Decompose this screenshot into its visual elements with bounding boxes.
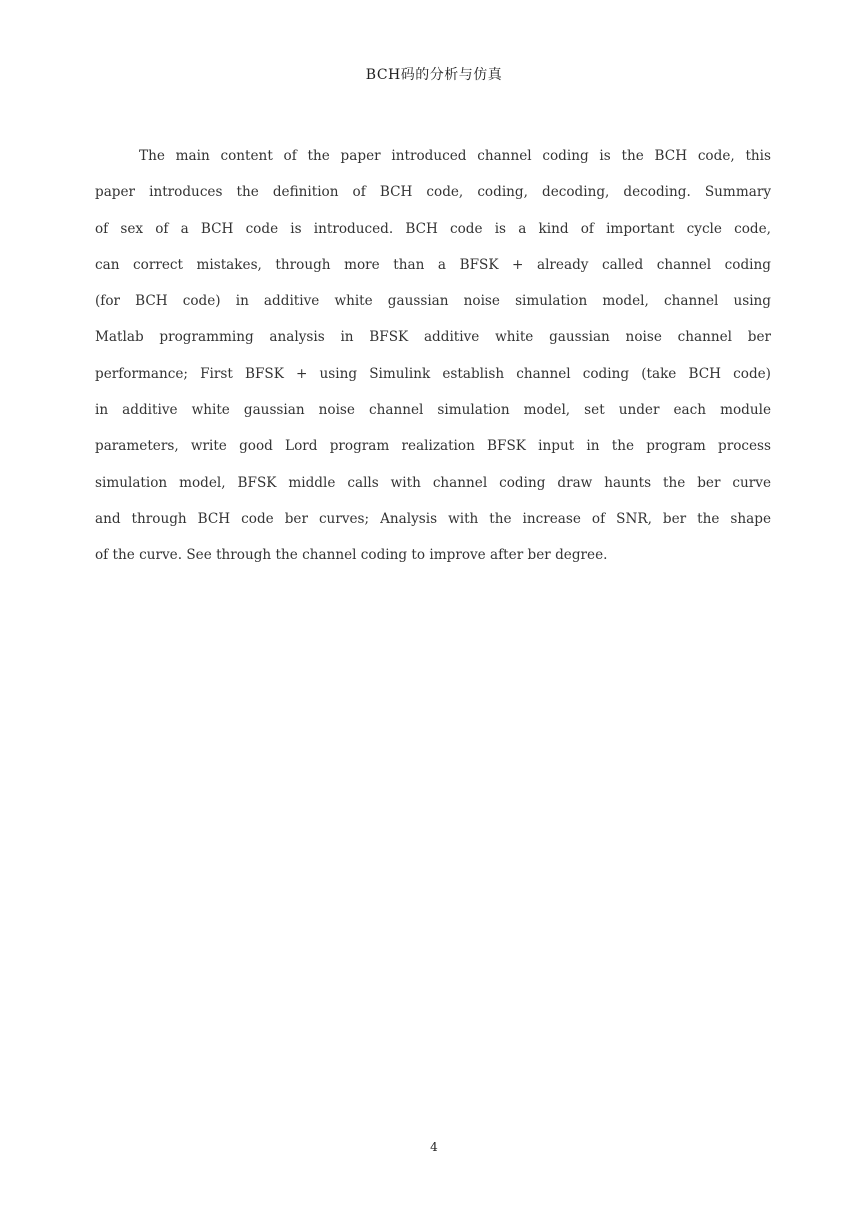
abstract-line: of the curve. See through the channel coding to improve after ber degree. [95,547,608,564]
abstract-line: simulation model, BFSK middle calls with channel coding draw haunts the ber curve [95,474,771,491]
abstract-line: (for BCH code) in additive white gaussian noise simulation model, channel using [95,293,771,310]
abstract-line: The main content of the paper introduced channel coding is the BCH code, this [139,148,771,164]
abstract-paragraph [95,142,771,578]
abstract-line: in additive white gaussian noise channel simulation model, set under each module [95,402,771,419]
page-number: 4 [430,1140,438,1154]
abstract-line: can correct mistakes, through more than a BFSK + already called channel coding [95,256,771,273]
abstract-line: Matlab programming analysis in BFSK additive white gaussian noise channel ber [95,329,771,346]
abstract-line: of sex of a BCH code is introduced. BCH code is a kind of important cycle code, [95,220,771,237]
running-header: BCH码的分析与仿真 [365,67,503,83]
abstract-line: parameters, write good Lord program realization BFSK input in the program process [95,438,771,455]
abstract-line: and through BCH code ber curves; Analysis with the increase of SNR, ber the shape [95,510,771,527]
abstract-line: performance; First BFSK + using Simulink establish channel coding (take BCH code) [95,365,771,382]
abstract-line: paper introduces the definition of BCH code, coding, decoding, decoding. Summary [95,184,771,201]
